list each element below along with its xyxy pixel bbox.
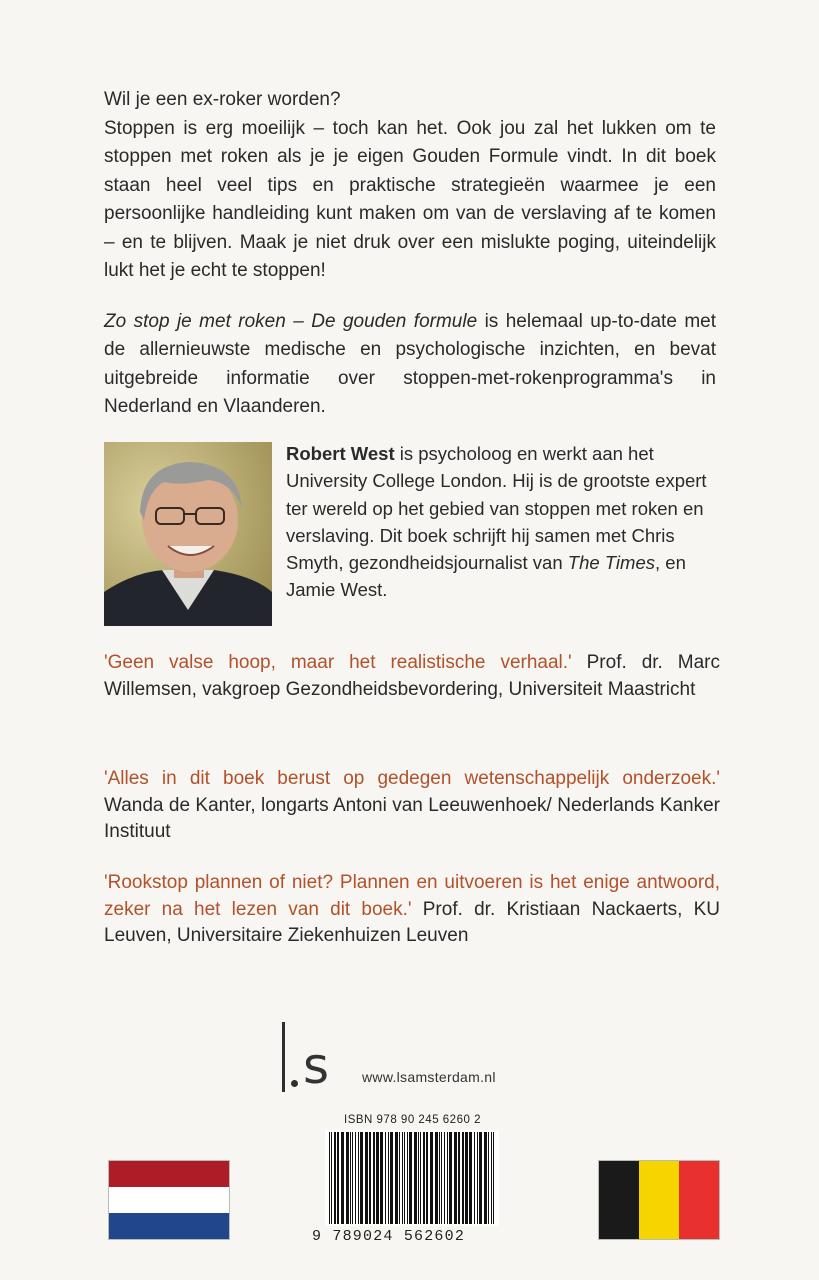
author-bio [286, 440, 716, 604]
barcode-bar [365, 1132, 368, 1224]
barcode-bar [331, 1132, 332, 1224]
isbn-label: ISBN 978 90 245 6260 2 [344, 1114, 481, 1126]
barcode-bar [329, 1132, 330, 1224]
review-quote-3 [104, 870, 720, 950]
review-quote-2 [104, 766, 720, 846]
review-quote-1 [104, 650, 720, 703]
barcode-bar [409, 1132, 412, 1224]
author-photo [104, 442, 272, 626]
barcode-bar [334, 1132, 336, 1224]
barcode-bar [447, 1132, 448, 1224]
barcode-bar [404, 1132, 405, 1224]
barcode-bar [352, 1132, 353, 1224]
flag-stripe [639, 1161, 679, 1239]
flag-stripe [599, 1161, 639, 1239]
barcode-bar [385, 1132, 386, 1224]
quote-text: 'Geen valse hoop, maar het realistische verhaal.' [104, 652, 572, 673]
barcode-bar [449, 1132, 452, 1224]
barcode-bar [420, 1132, 421, 1224]
barcode-bar [469, 1132, 472, 1224]
barcode-bar [423, 1132, 425, 1224]
flag-stripe [679, 1161, 719, 1239]
barcode-bar [414, 1132, 417, 1224]
barcode-bar [346, 1132, 349, 1224]
barcode-bar [355, 1132, 356, 1224]
author-bio-part2: , en Jamie West. [286, 552, 686, 601]
barcode-bar [439, 1132, 440, 1224]
barcode-bar [430, 1132, 433, 1224]
barcode-bar [395, 1132, 398, 1224]
quote-source: Prof. dr. Marc Willemsen, vakgroep Gezondheidsbevordering, Universiteit Maastricht [104, 652, 720, 700]
book-title: Zo stop je met roken – De gouden formule [104, 310, 478, 332]
barcode-bar [399, 1132, 400, 1224]
barcode-bar [488, 1132, 489, 1224]
barcode-bar [373, 1132, 375, 1224]
quote-source: Prof. dr. Kristiaan Nackaerts, KU Leuven, Universitaire Ziekenhuizen Leuven [104, 898, 720, 946]
flag-stripe [109, 1161, 229, 1187]
quote-source: Wanda de Kanter, longarts Antoni van Leeuwenhoek/ Nederlands Kanker Instituut [104, 794, 720, 842]
barcode-bar [337, 1132, 339, 1224]
barcode-bar [369, 1132, 371, 1224]
quote-text: 'Alles in dit boek berust op gedegen wetenschappelijk onderzoek.' [104, 768, 720, 789]
barcode-bar [376, 1132, 379, 1224]
belgium-flag [598, 1160, 720, 1240]
barcode-bar [407, 1132, 408, 1224]
barcode [325, 1130, 499, 1226]
barcode-bar [458, 1132, 460, 1224]
intro-paragraph-1: Stoppen is erg moeilijk – toch kan het. Ook jou zal het lukken om te stoppen met roken als je je eigen Gouden Formule vindt. In dit boek staan heel veel tips en praktische strategieën waarmee je een persoonlijke handleiding kunt maken om van de verslaving af te komen – en te blijven. Maak je niet druk over een mislukte poging, uiteindelijk lukt het je echt te stoppen! [104, 117, 716, 281]
barcode-bar [360, 1132, 363, 1224]
intro-heading: Wil je een ex-roker worden? [104, 89, 341, 110]
flag-stripe [109, 1187, 229, 1213]
barcode-bar [426, 1132, 428, 1224]
publisher-logo-letter: s [303, 1037, 332, 1095]
barcode-bar [402, 1132, 403, 1224]
barcode-bar [484, 1132, 487, 1224]
barcode-bar [388, 1132, 389, 1224]
barcode-bar [479, 1132, 482, 1224]
netherlands-flag [108, 1160, 230, 1240]
barcode-bar [358, 1132, 359, 1224]
barcode-bar [474, 1132, 475, 1224]
barcode-digits: 9 789024 562602 [312, 1228, 466, 1245]
barcode-bar [493, 1132, 494, 1224]
barcode-bar [465, 1132, 468, 1224]
author-bio-part1: is psycholoog en werkt aan het University College London. Hij is de grootste expert ter wereld op het gebied van stoppen met roken en verslaving. Dit boek schrijft hij samen met Chris Smyth, gezondheidsjournalist van [286, 443, 707, 574]
quote-text: 'Rookstop plannen of niet? Plannen en uitvoeren is het enige antwoord, zeker na het lezen van dit boek.' [104, 872, 720, 920]
barcode-bar [441, 1132, 442, 1224]
barcode-bar [454, 1132, 457, 1224]
barcode-bar [350, 1132, 351, 1224]
barcode-bar [491, 1132, 492, 1224]
intro-paragraph-2-rest: is helemaal up-to-date met de allernieuwste medische en psychologische inzichten, en bevat uitgebreide informatie over stoppen-met-rokenprogramma's in Nederland en Vlaanderen. [104, 310, 716, 417]
author-name: Robert West [286, 443, 395, 464]
barcode-bar [380, 1132, 383, 1224]
barcode-bar [341, 1132, 344, 1224]
barcode-bar [477, 1132, 478, 1224]
newspaper-title: The Times [567, 552, 655, 574]
intro-paragraph-2 [104, 308, 716, 422]
intro-text [104, 86, 716, 422]
barcode-bar [418, 1132, 419, 1224]
publisher-website: www.lsamsterdam.nl [362, 1069, 496, 1085]
flag-stripe [109, 1213, 229, 1239]
barcode-bar [444, 1132, 445, 1224]
barcode-bar [462, 1132, 464, 1224]
barcode-bar [435, 1132, 438, 1224]
barcode-bar [390, 1132, 393, 1224]
